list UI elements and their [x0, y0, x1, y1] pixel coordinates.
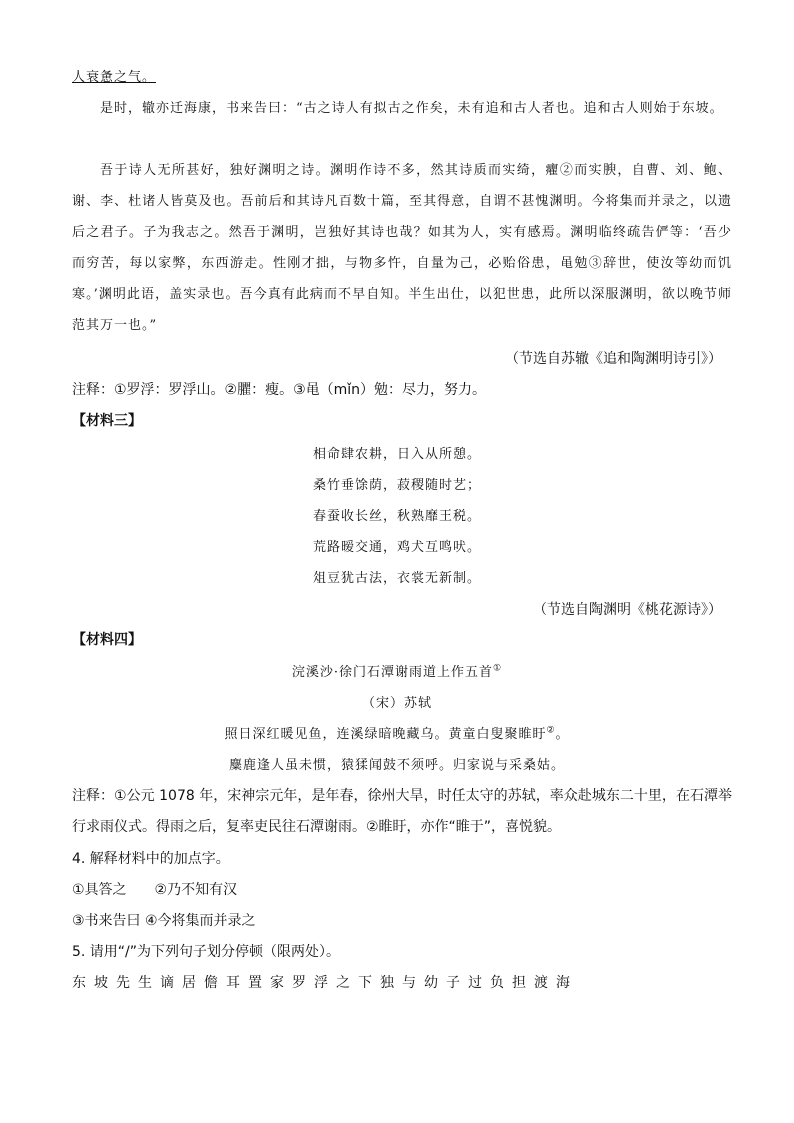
footnote-marker: ② [546, 725, 556, 736]
source-citation: （节选自陶渊明《桃花源诗》） [533, 602, 722, 618]
poem-title-text: 浣溪沙·徐门石潭谢雨道上作五首 [291, 665, 494, 680]
section-header: 【材料三】 [72, 413, 142, 429]
question-5: 5. 请用“/”为下列句子划分停顿（限两处）。 [72, 944, 341, 960]
annotation: 注释：①公元 1078 年，宋神宗元年，是年春，徐州大旱，时任太守的苏轼，率众赴城东二十里，在石潭举行求雨仪式。得雨之后，复率吏民往石潭谢雨。②睢盱，亦作“睢于”，喜悦貌。 [72, 788, 732, 835]
poem-line: 俎豆犹古法，衣裳无新制。 [312, 571, 481, 586]
poem-line: 桑竹垂馀荫，菽稷随时艺； [312, 478, 481, 493]
poem-line: 荒路暧交通，鸡犬互鸣吠。 [312, 540, 481, 555]
poem-line-text: 照日深红暖见鱼，连溪绿暗晚藏乌。黄童白叟聚睢盱 [224, 727, 547, 742]
poem-title [72, 661, 722, 680]
section-header: 【材料四】 [72, 632, 142, 648]
poem-line: 相命肆农耕，日入从所憩。 [312, 447, 481, 462]
source-citation: （节选自苏辙《追和陶渊明诗引》） [505, 351, 722, 367]
question-4: 4. 解释材料中的加点字。 [72, 851, 230, 867]
question-5-sentence: 东坡先生谪居儋耳置家罗浮之下独与幼子过负担渡海 [72, 975, 578, 991]
poem-author: （宋）苏轼 [361, 696, 432, 711]
question-4-items: ③书来告曰 ④今将集而并录之 [72, 913, 256, 929]
poem-line: 春蚕收长丝，秋熟靡王税。 [312, 509, 481, 524]
poem-line-end: 。 [555, 727, 570, 742]
text-line: 人衰惫之气。 [72, 70, 157, 85]
paragraph: 吾于诗人无所甚好，独好渊明之诗。渊明作诗不多，然其诗质而实绮，癯②而实腴，自曹、刘、鲍、谢、李、杜诸人皆莫及也。吾前后和其诗凡百数十篇，至其得意，自谓不甚愧渊明。今将集而并录之，以遗后之君子。子为我志之。然吾于渊明，岂独好其诗也哉？如其为人，实有感焉。渊明临终疏告俨等：‘吾少而穷苦，每以家弊，东西游走。性刚才拙，与物多忤，自量为己，必贻俗患，黾勉③辞世，使汝等幼而饥寒。’渊明此语，盖实录也。吾今真有此病而不早自知。半生出仕，以犯世患，此所以深服渊明，欲以晚节师范其万一也。” [72, 163, 732, 333]
poem-line [72, 723, 722, 742]
question-4-items: ①具答之 ②乃不知有汉 [72, 882, 238, 898]
paragraph: 是时，辙亦迁海康，书来告曰：“古之诗人有拟古之作矣，未有追和古人者也。追和古人则始于东坡。 [100, 101, 724, 116]
poem-line: 麋鹿逢人虽未惯，猿猱闻鼓不须呼。归家说与采桑姑。 [228, 758, 565, 773]
footnote-marker: ① [493, 663, 503, 674]
annotation: 注释：①罗浮：罗浮山。②臞：瘦。③黾（mǐn）勉：尽力，努力。 [72, 382, 487, 398]
